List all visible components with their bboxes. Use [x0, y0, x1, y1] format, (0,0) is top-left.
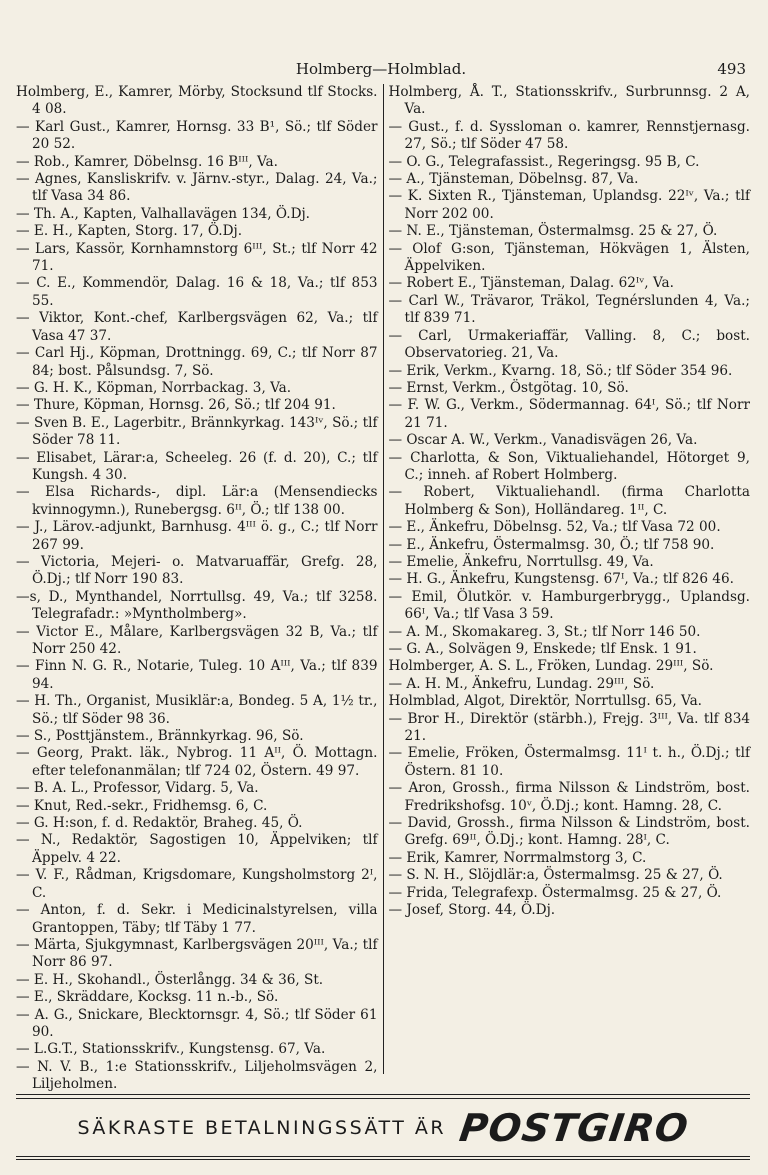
directory-entry: — Finn N. G. R., Notarie, Tuleg. 10 Aᴵᴵᴵ, Va.; tlf 839 94.: [16, 658, 378, 692]
directory-entry: — H. Th., Organist, Musiklär:a, Bondeg. 5 A, 1½ tr., Sö.; tlf Söder 98 36.: [16, 693, 378, 727]
left-column: [16, 84, 384, 1093]
right-column: [384, 84, 751, 1074]
directory-entry: — E., Skräddare, Kocksg. 11 n.-b., Sö.: [16, 989, 279, 1006]
directory-entry: — G. H. K., Köpman, Norrbackag. 3, Va.: [16, 379, 292, 396]
directory-entry: — Gust., f. d. Syssloman o. kamrer, Rennstjernasg. 27, Sö.; tlf Söder 47 58.: [388, 118, 750, 153]
directory-entry: — Robert E., Tjänsteman, Dalag. 62ᴵᵛ, Va.: [388, 275, 674, 292]
directory-entry: — O. G., Telegrafassist., Regeringsg. 95 B, C.: [388, 153, 700, 170]
footer-slogan: SÄKRASTE BETALNINGSSÄTT ÄR: [77, 1117, 447, 1139]
directory-entry: — Emil, Ölutkör. v. Hamburgerbrygg., Uplandsg. 66ᴵ, Va.; tlf Vasa 3 59.: [388, 588, 750, 623]
directory-entry: — Thure, Köpman, Hornsg. 26, Sö.; tlf 204 91.: [16, 397, 336, 414]
directory-entry: — J., Lärov.-adjunkt, Barnhusg. 4ᴵᴵᴵ ö. g., C.; tlf Norr 267 99.: [16, 519, 378, 553]
directory-entry: — Bror H., Direktör (stärbh.), Frejg. 3ᴵᴵᴵ, Va. tlf 834 21.: [388, 710, 750, 745]
directory-entry: — Agnes, Kansliskrifv. v. Järnv.-styr., Dalag. 24, Va.; tlf Vasa 34 86.: [16, 171, 378, 205]
directory-entry: — Elsa Richards-, dipl. Lär:a (Mensendiecks kvinnogymn.), Runebergsg. 6ᴵᴵ, Ö.; tlf 138 00.: [16, 484, 378, 518]
directory-entry: — Frida, Telegrafexp. Östermalmsg. 25 & 27, Ö.: [388, 884, 722, 901]
directory-entry: — A. G., Snickare, Blecktornsgr. 4, Sö.; tlf Söder 61 90.: [16, 1006, 378, 1040]
directory-entry: — S. N. H., Slöjdlär:a, Östermalmsg. 25 & 27, Ö.: [388, 867, 723, 884]
directory-entry: — Oscar A. W., Verkm., Vanadisvägen 26, Va.: [388, 432, 698, 449]
directory-entry: — G. A., Solvägen 9, Enskede; tlf Ensk. 1 91.: [388, 641, 697, 657]
directory-entry: — Anton, f. d. Sekr. i Medicinalstyrelsen, villa Grantoppen, Täby; tlf Täby 1 77.: [16, 902, 378, 936]
page-number: 493: [717, 60, 746, 78]
postgiro-logo: POSTGIRO: [457, 1106, 692, 1150]
directory-entry: — Rob., Kamrer, Döbelnsg. 16 Bᴵᴵᴵ, Va.: [16, 153, 278, 170]
directory-entry: — Karl Gust., Kamrer, Hornsg. 33 B¹, Sö.; tlf Söder 20 52.: [16, 118, 378, 153]
directory-entry: — E. H., Kapten, Storg. 17, Ö.Dj.: [16, 223, 243, 240]
directory-entry: — N. E., Tjänsteman, Östermalmsg. 25 & 27, Ö.: [388, 223, 718, 240]
directory-entry: — Georg, Prakt. läk., Nybrog. 11 Aᴵᴵ, Ö. Mottagn. efter telefonanmälan; tlf 724 02, Östern. 49 97.: [16, 745, 378, 779]
page-title: Holmberg—Holmblad.: [295, 60, 467, 78]
directory-entry: — Märta, Sjukgymnast, Karlbergsvägen 20ᴵᴵᴵ, Va.; tlf Norr 86 97.: [16, 936, 378, 971]
directory-entry: — Victoria, Mejeri- o. Matvaruaffär, Grefg. 28, Ö.Dj.; tlf Norr 190 83.: [16, 553, 378, 588]
directory-entry: — Knut, Red.-sekr., Fridhemsg. 6, C.: [16, 797, 268, 814]
directory-entry: — Erik, Verkm., Kvarng. 18, Sö.; tlf Söder 354 96.: [388, 362, 733, 379]
directory-entry: — Elisabet, Lärar:a, Scheeleg. 26 (f. d. 20), C.; tlf Kungsh. 4 30.: [16, 449, 378, 483]
directory-entry: — Robert, Viktualiehandl. (firma Charlotta Holmberg & Son), Holländareg. 1ᴵᴵ, C.: [388, 484, 750, 518]
directory-entry: — C. E., Kommendör, Dalag. 16 & 18, Va.; tlf 853 55.: [16, 275, 378, 309]
directory-entry: — Ernst, Verkm., Östgötag. 10, Sö.: [388, 379, 629, 396]
directory-entry: — A. H. M., Änkefru, Lundag. 29ᴵᴵᴵ, Sö.: [388, 675, 655, 692]
directory-entry: — K. Sixten R., Tjänsteman, Uplandsg. 22ᴵᵛ, Va.; tlf Norr 202 00.: [388, 188, 750, 222]
directory-entry: — B. A. L., Professor, Vidarg. 5, Va.: [16, 780, 259, 797]
footer-rule-bottom: [16, 1156, 750, 1160]
directory-entry: — G. H:son, f. d. Redaktör, Braheg. 45, Ö.: [16, 815, 303, 832]
directory-entry: — Emelie, Fröken, Östermalmsg. 11ᴵ t. h., Ö.Dj.; tlf Östern. 81 10.: [388, 745, 750, 779]
directory-entry: — E., Änkefru, Döbelnsg. 52, Va.; tlf Vasa 72 00.: [388, 519, 721, 536]
directory-entry: — Sven B. E., Lagerbitr., Brännkyrkag. 143ᴵᵛ, Sö.; tlf Söder 78 11.: [16, 414, 378, 449]
directory-entry: Holmblad, Algot, Direktör, Norrtullsg. 65, Va.: [388, 693, 702, 710]
directory-entry: — Carl, Urmakeriaffär, Valling. 8, C.; bost. Observatorieg. 21, Va.: [388, 327, 750, 362]
directory-entry: — Olof G:son, Tjänsteman, Hökvägen 1, Älsten, Äppelviken.: [388, 240, 750, 275]
directory-entry: Holmberg, E., Kamrer, Mörby, Stocksund tlf Stocks. 4 08.: [16, 84, 378, 118]
directory-entry: — F. W. G., Verkm., Södermannag. 64ᴵ, Sö.; tlf Norr 21 71.: [388, 397, 750, 431]
footer-rule-top: [16, 1094, 750, 1099]
directory-entry: — V. F., Rådman, Krigsdomare, Kungsholmstorg 2ᴵ, C.: [16, 867, 378, 901]
directory-entry: — A., Tjänsteman, Döbelnsg. 87, Va.: [388, 171, 639, 188]
directory-entry: Holmberger, A. S. L., Fröken, Lundag. 29ᴵᴵᴵ, Sö.: [388, 658, 714, 675]
directory-entry: —s, D., Mynthandel, Norrtullsg. 49, Va.; tlf 3258. Telegrafadr.: »Myntholmberg».: [16, 588, 378, 623]
directory-entry: — Carl W., Trävaror, Träkol, Tegnérslunden 4, Va.; tlf 839 71.: [388, 292, 750, 327]
directory-entry: — Erik, Kamrer, Norrmalmstorg 3, C.: [388, 849, 647, 866]
directory-entry: — H. G., Änkefru, Kungstensg. 67ᴵ, Va.; tlf 826 46.: [388, 571, 734, 588]
directory-entry: — N., Redaktör, Sagostigen 10, Äppelviken; tlf Äppelv. 4 22.: [16, 832, 378, 866]
directory-entry: — Victor E., Målare, Karlbergsvägen 32 B, Va.; tlf Norr 250 42.: [16, 623, 378, 657]
directory-entry: — S., Posttjänstem., Brännkyrkag. 96, Sö.: [16, 728, 304, 745]
directory-entry: — N. V. B., 1:e Stationsskrifv., Liljeholmsvägen 2, Liljeholmen.: [16, 1058, 378, 1093]
directory-entry: — David, Grossh., firma Nilsson & Lindström, bost. Grefg. 69ᴵᴵ, Ö.Dj.; kont. Hamng. 28ᴵ, C.: [388, 815, 750, 849]
directory-entry: — Viktor, Kont.-chef, Karlbergsvägen 62, Va.; tlf Vasa 47 37.: [16, 310, 378, 344]
directory-entry: — Carl Hj., Köpman, Drottningg. 69, C.; tlf Norr 87 84; bost. Pålsundsg. 7, Sö.: [16, 345, 378, 379]
directory-entry: — Charlotta, & Son, Viktualiehandel, Hötorget 9, C.; inneh. af Robert Holmberg.: [388, 449, 750, 483]
directory-entry: — Th. A., Kapten, Valhallavägen 134, Ö.Dj.: [16, 205, 311, 222]
directory-entry: — Lars, Kassör, Kornhamnstorg 6ᴵᴵᴵ, St.; tlf Norr 42 71.: [16, 240, 378, 275]
directory-entry: — Aron, Grossh., firma Nilsson & Lindström, bost. Fredrikshofsg. 10ᵛ, Ö.Dj.; kont. Hamng. 28, C.: [388, 780, 750, 814]
directory-entry: — E., Änkefru, Östermalmsg. 30, Ö.; tlf 758 90.: [388, 536, 715, 553]
footer-advert: [16, 1104, 750, 1152]
directory-entry: — A. M., Skomakareg. 3, St.; tlf Norr 146 50.: [388, 623, 701, 640]
directory-entry: Holmberg, Å. T., Stationsskrifv., Surbrunnsg. 2 A, Va.: [388, 84, 750, 118]
directory-entry: — L.G.T., Stationsskrifv., Kungstensg. 67, Va.: [16, 1041, 326, 1058]
directory-entry: — Emelie, Änkefru, Norrtullsg. 49, Va.: [388, 553, 654, 570]
directory-columns: [16, 84, 750, 1093]
running-head: [16, 60, 746, 84]
directory-entry: — Josef, Storg. 44, Ö.Dj.: [388, 902, 556, 919]
directory-entry: — E. H., Skohandl., Österlångg. 34 & 36, St.: [16, 971, 324, 988]
